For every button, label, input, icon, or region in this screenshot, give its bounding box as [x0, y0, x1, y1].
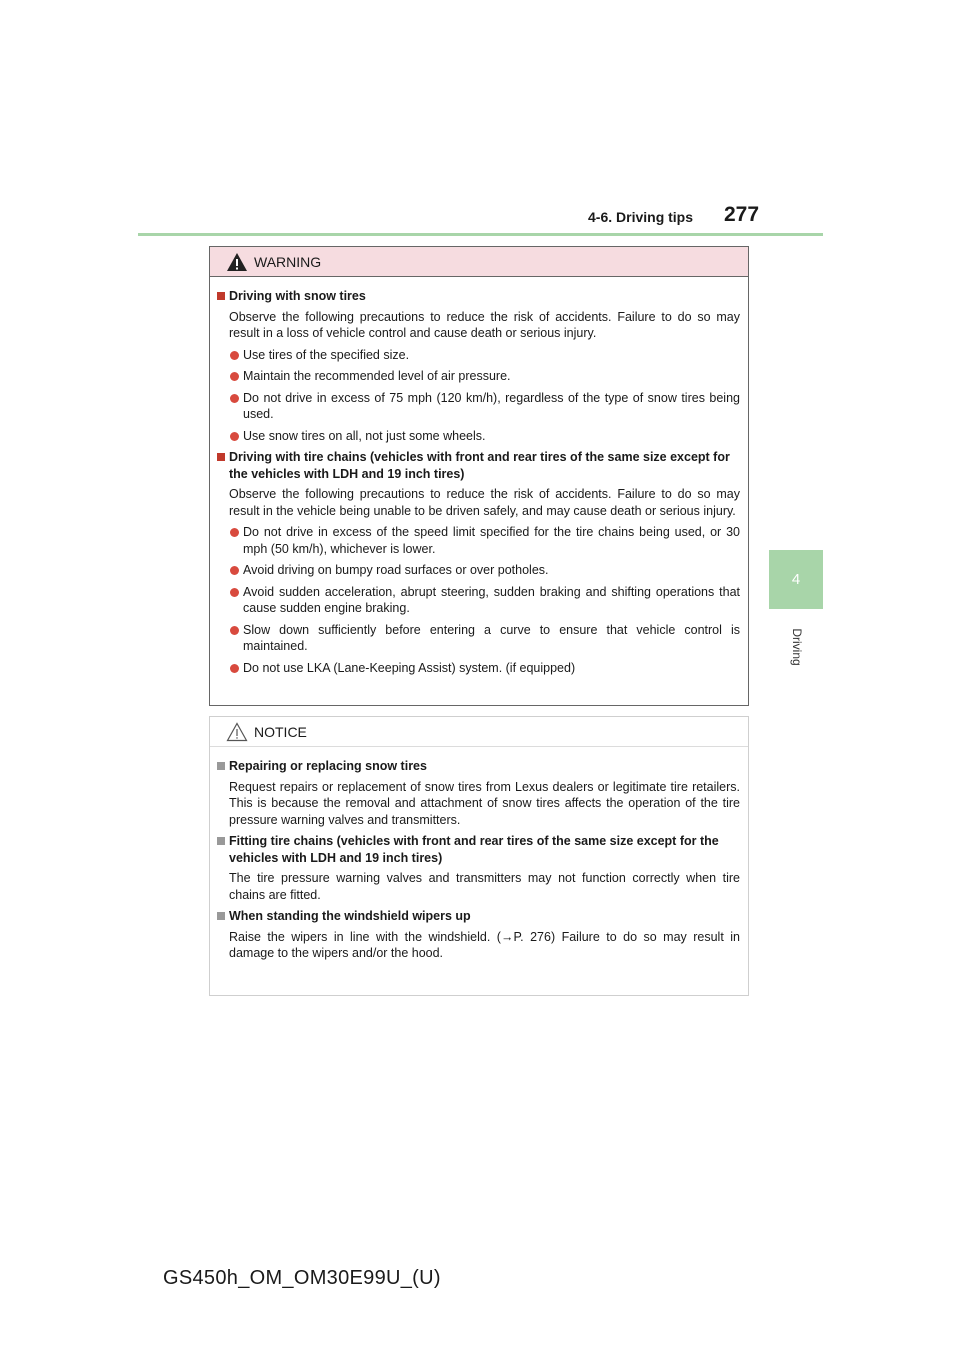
section-heading: Repairing or replacing snow tires	[229, 759, 427, 773]
notice-section-repairing	[217, 758, 740, 828]
square-bullet-icon	[217, 453, 225, 461]
square-bullet-icon	[217, 292, 225, 300]
bullet-dot-icon	[230, 626, 239, 635]
section-heading: Fitting tire chains (vehicles with front and rear tires of the same size except for the vehicles with LDH and 19 inch tires)	[229, 834, 719, 865]
list-item: Use snow tires on all, not just some wheels.	[217, 428, 740, 445]
square-bullet-icon	[217, 912, 225, 920]
section-text: Request repairs or replacement of snow tires from Lexus dealers or legitimate tire retailers. This is because the removal and attachment of snow tires affects the operation of the tire pressure warning valves and transmitters.	[229, 779, 740, 827]
section-text: The tire pressure warning valves and transmitters may not function correctly when tire chains are fitted.	[229, 871, 740, 902]
warning-section-tire-chains	[217, 449, 740, 676]
notice-section-wipers	[217, 908, 740, 962]
square-bullet-icon	[217, 837, 225, 845]
page-number: 277	[724, 203, 760, 226]
bullet-dot-icon	[230, 664, 239, 673]
list-item: Do not use LKA (Lane-Keeping Assist) system. (if equipped)	[217, 660, 740, 677]
notice-title: NOTICE	[254, 723, 307, 740]
list-item: Maintain the recommended level of air pressure.	[217, 368, 740, 385]
section-title: 4-6. Driving tips	[588, 209, 694, 225]
notice-box	[209, 716, 749, 996]
bullet-dot-icon	[230, 588, 239, 597]
list-item: Avoid sudden acceleration, abrupt steering, sudden braking and shifting operations that cause sudden engine braking.	[217, 584, 740, 617]
square-bullet-icon	[217, 762, 225, 770]
notice-header	[210, 717, 748, 747]
bullet-dot-icon	[230, 566, 239, 575]
document-code: GS450h_OM_OM30E99U_(U)	[163, 1267, 441, 1289]
list-item: Do not drive in excess of the speed limit specified for the tire chains being used, or 30 mph (50 km/h), whichever is lower.	[217, 524, 740, 557]
section-heading: When standing the windshield wipers up	[229, 909, 471, 923]
bullet-dot-icon	[230, 432, 239, 441]
bullet-dot-icon	[230, 372, 239, 381]
bullet-dot-icon	[230, 394, 239, 403]
list-item: Use tires of the specified size.	[217, 347, 740, 364]
warning-triangle-icon	[226, 252, 248, 272]
caution-triangle-icon	[226, 722, 248, 742]
section-heading: Driving with snow tires	[229, 289, 366, 303]
list-item: Slow down sufficiently before entering a curve to ensure that vehicle control is maintained.	[217, 622, 740, 655]
bullet-dot-icon	[230, 528, 239, 537]
warning-section-snow-tires	[217, 288, 740, 444]
section-text: Raise the wipers in line with the windshield. (→P. 276) Failure to do so may result in damage to the wipers and/or the hood.	[229, 929, 740, 960]
bullet-dot-icon	[230, 351, 239, 360]
warning-title: WARNING	[254, 253, 322, 270]
list-item: Do not drive in excess of 75 mph (120 km/h), regardless of the type of snow tires being used.	[217, 390, 740, 423]
chapter-tab[interactable]: 4	[769, 550, 823, 609]
warning-header	[210, 247, 748, 277]
list-item: Avoid driving on bumpy road surfaces or over potholes.	[217, 562, 740, 579]
chapter-label: Driving	[790, 628, 804, 666]
notice-section-fitting-chains	[217, 833, 740, 903]
section-text: Observe the following precautions to reduce the risk of accidents. Failure to do so may result in a loss of vehicle control and cause death or serious injury.	[229, 309, 740, 340]
header-rule	[138, 233, 823, 236]
section-text: Observe the following precautions to reduce the risk of accidents. Failure to do so may result in the vehicle being unable to be driven safely, and may cause death or serious injury.	[229, 487, 740, 518]
warning-box	[209, 246, 749, 706]
section-heading: Driving with tire chains (vehicles with front and rear tires of the same size except for the vehicles with LDH and 19 inch tires)	[229, 450, 730, 481]
